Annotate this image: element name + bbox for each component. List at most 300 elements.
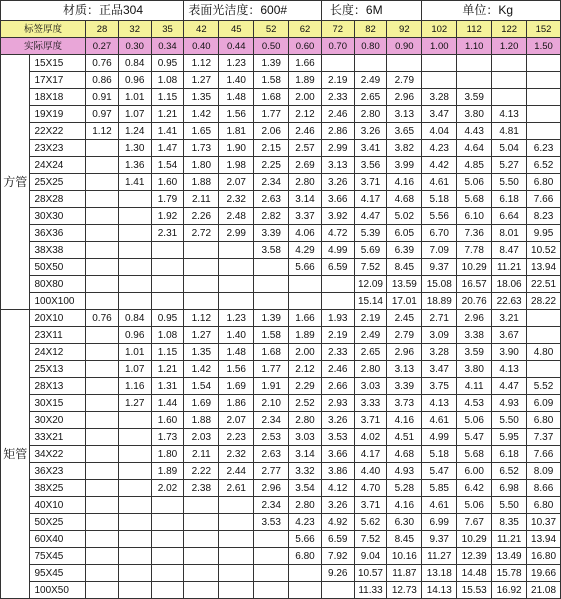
weight-cell: 9.26 — [321, 565, 354, 582]
table-row — [1, 55, 561, 72]
weight-cell: 1.88 — [184, 412, 219, 429]
weight-cell: 5.47 — [422, 463, 457, 480]
weight-cell — [492, 72, 527, 89]
weight-cell: 4.23 — [422, 140, 457, 157]
size-cell: 100X50 — [30, 582, 86, 599]
weight-cell: 2.33 — [321, 344, 354, 361]
weight-cell: 5.06 — [457, 497, 492, 514]
weight-cell: 19.66 — [527, 565, 561, 582]
tag-thickness-value: 52 — [254, 21, 289, 38]
weight-cell: 3.71 — [354, 174, 387, 191]
weight-cell: 12.39 — [457, 548, 492, 565]
weight-cell: 4.04 — [422, 123, 457, 140]
table-row — [1, 361, 561, 378]
weight-cell — [527, 123, 561, 140]
weight-cell: 1.73 — [151, 429, 184, 446]
weight-cell: 8.01 — [492, 225, 527, 242]
weight-cell: 15.78 — [492, 565, 527, 582]
weight-cell: 1.42 — [184, 361, 219, 378]
weight-cell: 8.66 — [527, 480, 561, 497]
weight-cell: 2.19 — [321, 327, 354, 344]
weight-cell: 4.02 — [354, 429, 387, 446]
weight-cell: 1.60 — [151, 174, 184, 191]
weight-cell: 2.46 — [321, 106, 354, 123]
weight-cell: 1.41 — [151, 123, 184, 140]
weight-cell: 3.80 — [457, 361, 492, 378]
actual-thickness-value: 0.70 — [321, 38, 354, 55]
weight-cell: 1.66 — [289, 310, 322, 327]
weight-cell: 2.99 — [219, 225, 254, 242]
weight-cell: 2.07 — [219, 412, 254, 429]
table-row — [1, 225, 561, 242]
weight-cell: 1.01 — [118, 344, 151, 361]
weight-cell: 2.32 — [219, 446, 254, 463]
weight-cell: 5.18 — [422, 191, 457, 208]
weight-cell: 4.06 — [289, 225, 322, 242]
weight-cell: 2.79 — [387, 327, 422, 344]
weight-cell: 3.13 — [387, 106, 422, 123]
size-cell: 19X19 — [30, 106, 86, 123]
table-row — [1, 242, 561, 259]
weight-cell: 1.90 — [219, 140, 254, 157]
weight-cell: 11.21 — [492, 259, 527, 276]
weight-cell — [151, 514, 184, 531]
weight-cell: 1.16 — [118, 378, 151, 395]
weight-cell: 2.49 — [354, 327, 387, 344]
weight-cell: 1.12 — [184, 55, 219, 72]
weight-cell: 2.12 — [289, 106, 322, 123]
weight-cell: 6.80 — [289, 548, 322, 565]
weight-cell: 1.73 — [184, 140, 219, 157]
weight-cell: 2.63 — [254, 446, 289, 463]
weight-cell — [321, 293, 354, 310]
weight-cell: 5.18 — [422, 446, 457, 463]
weight-cell: 4.99 — [321, 242, 354, 259]
weight-cell: 5.02 — [387, 208, 422, 225]
weight-cell: 1.36 — [118, 157, 151, 174]
weight-cell: 6.80 — [527, 497, 561, 514]
weight-cell: 1.66 — [289, 55, 322, 72]
weight-cell: 1.07 — [118, 361, 151, 378]
weight-cell: 8.45 — [387, 259, 422, 276]
weight-cell: 2.29 — [289, 378, 322, 395]
size-cell: 15X15 — [30, 55, 86, 72]
weight-cell: 2.96 — [387, 89, 422, 106]
weight-cell — [118, 514, 151, 531]
size-cell: 30X20 — [30, 412, 86, 429]
weight-cell: 2.80 — [289, 497, 322, 514]
weight-cell: 3.26 — [321, 412, 354, 429]
weight-cell: 22.51 — [527, 276, 561, 293]
weight-cell: 3.41 — [354, 140, 387, 157]
weight-cell: 3.14 — [289, 446, 322, 463]
table-row — [1, 327, 561, 344]
section-label: 矩管 — [1, 310, 30, 599]
size-cell: 38X38 — [30, 242, 86, 259]
weight-cell — [86, 412, 119, 429]
weight-cell — [527, 361, 561, 378]
weight-cell — [321, 582, 354, 599]
weight-cell: 3.80 — [457, 106, 492, 123]
weight-cell: 1.48 — [219, 344, 254, 361]
weight-cell: 8.45 — [387, 531, 422, 548]
table-row — [1, 276, 561, 293]
weight-cell — [86, 191, 119, 208]
weight-cell: 5.56 — [422, 208, 457, 225]
weight-cell: 3.32 — [289, 463, 322, 480]
weight-cell — [151, 276, 184, 293]
weight-cell: 6.05 — [387, 225, 422, 242]
weight-cell: 0.91 — [86, 89, 119, 106]
weight-cell: 2.77 — [254, 463, 289, 480]
actual-thickness-value: 0.27 — [86, 38, 119, 55]
weight-cell — [86, 429, 119, 446]
weight-cell: 16.57 — [457, 276, 492, 293]
weight-cell: 1.01 — [118, 89, 151, 106]
weight-cell: 0.76 — [86, 55, 119, 72]
weight-cell — [184, 497, 219, 514]
weight-cell: 5.95 — [492, 429, 527, 446]
actual-thickness-value: 1.10 — [457, 38, 492, 55]
weight-cell: 4.43 — [457, 123, 492, 140]
weight-cell: 1.81 — [219, 123, 254, 140]
weight-cell: 2.80 — [289, 412, 322, 429]
table-row — [1, 72, 561, 89]
weight-cell — [289, 293, 322, 310]
weight-cell: 1.77 — [254, 361, 289, 378]
weight-cell: 2.96 — [254, 480, 289, 497]
weight-cell — [219, 293, 254, 310]
tag-thickness-value: 72 — [321, 21, 354, 38]
weight-cell: 8.23 — [527, 208, 561, 225]
tag-thickness-label: 标签厚度 — [1, 21, 86, 38]
weight-cell: 21.08 — [527, 582, 561, 599]
table-row — [1, 293, 561, 310]
weight-cell: 6.10 — [457, 208, 492, 225]
weight-cell — [219, 259, 254, 276]
size-cell: 95X45 — [30, 565, 86, 582]
weight-cell — [354, 55, 387, 72]
weight-cell — [86, 395, 119, 412]
weight-cell: 6.80 — [527, 412, 561, 429]
actual-thickness-value: 1.20 — [492, 38, 527, 55]
weight-cell: 14.48 — [457, 565, 492, 582]
weight-cell: 2.49 — [354, 72, 387, 89]
weight-cell: 3.59 — [457, 344, 492, 361]
size-cell: 24X24 — [30, 157, 86, 174]
weight-cell: 10.37 — [527, 514, 561, 531]
weight-cell — [527, 72, 561, 89]
weight-cell — [184, 259, 219, 276]
weight-cell: 1.40 — [219, 72, 254, 89]
weight-cell: 4.16 — [387, 412, 422, 429]
material-label: 材质：正品304 — [1, 1, 184, 21]
weight-cell: 2.96 — [457, 310, 492, 327]
weight-cell: 1.79 — [151, 191, 184, 208]
weight-cell: 6.52 — [492, 463, 527, 480]
weight-cell: 4.61 — [422, 497, 457, 514]
weight-cell: 8.09 — [527, 463, 561, 480]
weight-cell: 1.39 — [254, 310, 289, 327]
tag-thickness-value: 102 — [422, 21, 457, 38]
weight-cell: 5.66 — [289, 259, 322, 276]
weight-cell — [254, 293, 289, 310]
weight-cell — [184, 276, 219, 293]
weight-cell: 2.11 — [184, 446, 219, 463]
weight-cell: 2.72 — [184, 225, 219, 242]
weight-cell: 9.04 — [354, 548, 387, 565]
tag-thickness-value: 122 — [492, 21, 527, 38]
weight-cell: 1.58 — [254, 72, 289, 89]
weight-cell — [86, 378, 119, 395]
weight-cell: 2.65 — [354, 344, 387, 361]
weight-cell: 0.96 — [118, 327, 151, 344]
weight-cell: 3.90 — [492, 344, 527, 361]
weight-cell: 1.27 — [118, 395, 151, 412]
size-cell: 18X18 — [30, 89, 86, 106]
weight-cell: 1.56 — [219, 106, 254, 123]
weight-cell: 4.99 — [422, 429, 457, 446]
weight-cell — [86, 225, 119, 242]
weight-cell: 2.38 — [184, 480, 219, 497]
weight-cell: 7.92 — [321, 548, 354, 565]
weight-cell — [184, 514, 219, 531]
tag-thickness-value: 112 — [457, 21, 492, 38]
weight-cell — [457, 55, 492, 72]
weight-cell — [86, 548, 119, 565]
weight-cell: 10.52 — [527, 242, 561, 259]
length-label: 长度：6M — [321, 1, 421, 21]
weight-cell: 7.52 — [354, 531, 387, 548]
weight-cell: 0.95 — [151, 310, 184, 327]
weight-cell: 2.31 — [151, 225, 184, 242]
weight-cell: 5.06 — [457, 174, 492, 191]
weight-cell: 5.04 — [492, 140, 527, 157]
weight-cell — [219, 548, 254, 565]
weight-cell — [86, 480, 119, 497]
weight-cell: 14.13 — [422, 582, 457, 599]
weight-cell — [219, 497, 254, 514]
weight-cell: 2.79 — [387, 72, 422, 89]
tag-thickness-value: 82 — [354, 21, 387, 38]
actual-thickness-value: 0.44 — [219, 38, 254, 55]
weight-cell — [118, 259, 151, 276]
weight-cell: 3.53 — [321, 429, 354, 446]
weight-cell: 4.81 — [492, 123, 527, 140]
weight-cell: 2.71 — [422, 310, 457, 327]
weight-cell: 5.06 — [457, 412, 492, 429]
weight-cell: 6.23 — [527, 140, 561, 157]
weight-cell: 3.13 — [321, 157, 354, 174]
weight-cell — [219, 565, 254, 582]
weight-cell: 3.59 — [457, 89, 492, 106]
weight-cell: 5.69 — [354, 242, 387, 259]
table-row — [1, 582, 561, 599]
weight-cell: 0.84 — [118, 55, 151, 72]
weight-cell: 3.26 — [321, 174, 354, 191]
weight-cell — [219, 242, 254, 259]
weight-cell: 4.13 — [422, 395, 457, 412]
actual-thickness-value: 1.00 — [422, 38, 457, 55]
table-row — [1, 463, 561, 480]
weight-cell — [254, 548, 289, 565]
weight-cell: 2.11 — [184, 191, 219, 208]
weight-cell: 2.57 — [289, 140, 322, 157]
weight-cell — [184, 242, 219, 259]
weight-cell: 4.17 — [354, 446, 387, 463]
weight-cell — [527, 106, 561, 123]
tag-thickness-value: 62 — [289, 21, 322, 38]
weight-cell — [118, 225, 151, 242]
weight-cell: 1.24 — [118, 123, 151, 140]
weight-cell: 2.69 — [289, 157, 322, 174]
size-cell: 40X10 — [30, 497, 86, 514]
weight-cell: 1.93 — [321, 310, 354, 327]
weight-cell: 1.48 — [219, 89, 254, 106]
weight-cell — [321, 55, 354, 72]
weight-cell — [254, 259, 289, 276]
size-cell: 24X12 — [30, 344, 86, 361]
weight-cell: 2.23 — [219, 429, 254, 446]
size-cell: 22X22 — [30, 123, 86, 140]
weight-cell: 3.71 — [354, 412, 387, 429]
weight-cell: 1.21 — [151, 106, 184, 123]
weight-cell: 2.22 — [184, 463, 219, 480]
weight-cell — [151, 531, 184, 548]
weight-cell: 1.92 — [151, 208, 184, 225]
weight-cell: 1.39 — [254, 55, 289, 72]
weight-cell: 3.54 — [289, 480, 322, 497]
weight-cell: 1.08 — [151, 72, 184, 89]
weight-cell — [118, 429, 151, 446]
weight-cell: 2.66 — [321, 378, 354, 395]
weight-cell: 4.17 — [354, 191, 387, 208]
actual-thickness-value: 0.80 — [354, 38, 387, 55]
weight-cell — [86, 565, 119, 582]
tag-thickness-value: 32 — [118, 21, 151, 38]
weight-cell: 7.37 — [527, 429, 561, 446]
weight-cell: 7.09 — [422, 242, 457, 259]
weight-cell — [151, 565, 184, 582]
header-row — [1, 1, 561, 21]
table-row — [1, 514, 561, 531]
weight-cell: 4.29 — [289, 242, 322, 259]
weight-cell: 7.52 — [354, 259, 387, 276]
size-cell: 50X25 — [30, 514, 86, 531]
tag-thickness-row — [1, 21, 561, 38]
weight-cell — [86, 157, 119, 174]
weight-cell: 4.47 — [354, 208, 387, 225]
weight-cell — [118, 276, 151, 293]
size-cell: 75X45 — [30, 548, 86, 565]
tag-thickness-value: 152 — [527, 21, 561, 38]
weight-cell — [118, 242, 151, 259]
weight-cell: 2.02 — [151, 480, 184, 497]
weight-cell — [86, 327, 119, 344]
weight-cell: 3.09 — [422, 327, 457, 344]
weight-cell: 2.33 — [321, 89, 354, 106]
weight-cell — [184, 548, 219, 565]
weight-cell — [254, 276, 289, 293]
weight-cell: 2.07 — [219, 174, 254, 191]
weight-cell — [527, 89, 561, 106]
size-cell: 25X25 — [30, 174, 86, 191]
weight-cell: 9.37 — [422, 531, 457, 548]
weight-cell — [422, 72, 457, 89]
weight-cell: 3.75 — [422, 378, 457, 395]
weight-cell: 20.76 — [457, 293, 492, 310]
weight-cell — [492, 89, 527, 106]
size-cell: 50X50 — [30, 259, 86, 276]
weight-cell: 1.23 — [219, 310, 254, 327]
weight-cell: 5.52 — [527, 378, 561, 395]
weight-cell — [184, 293, 219, 310]
weight-cell: 5.50 — [492, 497, 527, 514]
finish-label: 表面光洁度：600# — [184, 1, 322, 21]
size-cell: 34X22 — [30, 446, 86, 463]
weight-cell — [254, 582, 289, 599]
weight-cell: 3.65 — [387, 123, 422, 140]
weight-cell: 4.53 — [457, 395, 492, 412]
weight-cell — [118, 565, 151, 582]
weight-cell: 4.68 — [387, 191, 422, 208]
weight-cell — [422, 55, 457, 72]
weight-cell — [118, 463, 151, 480]
weight-cell: 2.34 — [254, 412, 289, 429]
weight-cell — [527, 327, 561, 344]
weight-cell: 3.67 — [492, 327, 527, 344]
table-row — [1, 123, 561, 140]
weight-cell — [118, 191, 151, 208]
weight-cell: 12.09 — [354, 276, 387, 293]
weight-cell: 1.31 — [151, 378, 184, 395]
weight-cell: 13.49 — [492, 548, 527, 565]
weight-cell: 6.59 — [321, 531, 354, 548]
weight-cell: 1.68 — [254, 344, 289, 361]
weight-cell: 11.87 — [387, 565, 422, 582]
weight-cell: 12.73 — [387, 582, 422, 599]
weight-cell — [86, 463, 119, 480]
size-cell: 23X11 — [30, 327, 86, 344]
tag-thickness-value: 28 — [86, 21, 119, 38]
weight-cell: 2.46 — [321, 361, 354, 378]
table-row — [1, 191, 561, 208]
weight-cell: 0.95 — [151, 55, 184, 72]
weight-cell: 2.86 — [321, 123, 354, 140]
size-cell: 28X28 — [30, 191, 86, 208]
weight-cell: 2.32 — [219, 191, 254, 208]
weight-cell: 28.22 — [527, 293, 561, 310]
weight-cell: 13.59 — [387, 276, 422, 293]
weight-cell: 6.70 — [422, 225, 457, 242]
actual-thickness-value: 0.34 — [151, 38, 184, 55]
actual-thickness-value: 0.50 — [254, 38, 289, 55]
weight-cell — [151, 582, 184, 599]
weight-cell — [118, 497, 151, 514]
weight-cell: 2.00 — [289, 344, 322, 361]
weight-cell: 7.66 — [527, 191, 561, 208]
weight-cell — [289, 582, 322, 599]
weight-cell — [86, 344, 119, 361]
actual-thickness-value: 0.90 — [387, 38, 422, 55]
weight-cell — [86, 174, 119, 191]
weight-cell — [151, 259, 184, 276]
weight-cell: 5.85 — [422, 480, 457, 497]
weight-cell: 2.06 — [254, 123, 289, 140]
weight-cell: 0.76 — [86, 310, 119, 327]
weight-cell: 2.12 — [289, 361, 322, 378]
weight-cell: 1.12 — [86, 123, 119, 140]
